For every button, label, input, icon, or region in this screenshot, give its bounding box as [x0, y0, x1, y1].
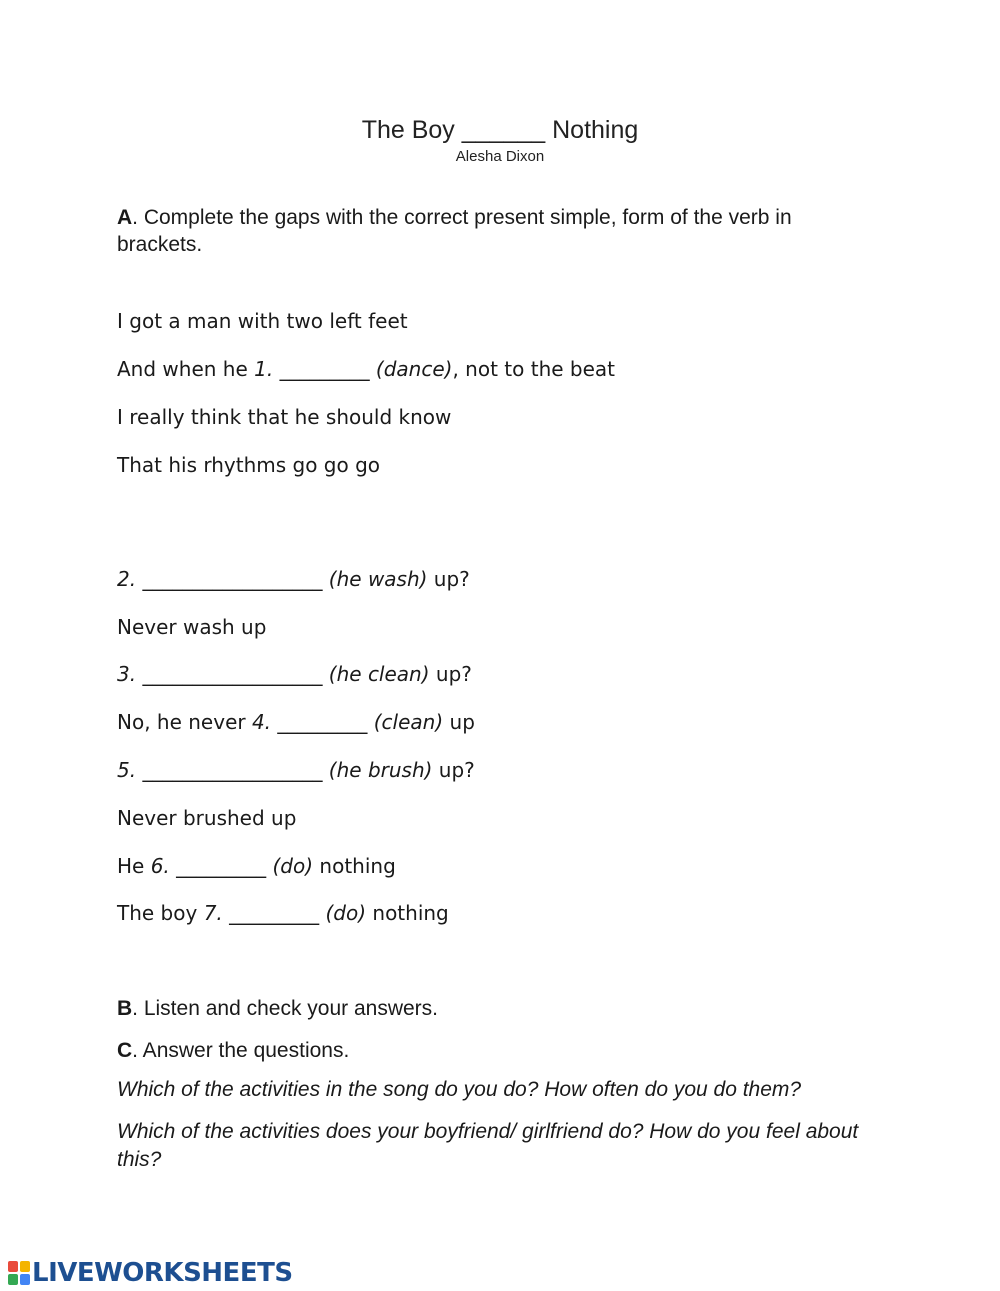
lyric-line: [117, 567, 470, 591]
lyric-text: And when he: [117, 357, 255, 381]
question-2: Which of the activities does your boyfriend/ girlfriend do? How do you feel about this?: [117, 1120, 859, 1171]
verb-hint: brush): [367, 758, 433, 782]
section-b-instruction: [117, 995, 877, 1022]
lyric-line: [117, 662, 472, 686]
lyric-text: , not to the beat: [452, 357, 616, 381]
verb-hint: wash): [367, 567, 428, 591]
gap-3: 3. __________________ (he: [117, 662, 368, 686]
section-c-instruction: [117, 1037, 877, 1064]
section-c-letter: C: [117, 1039, 133, 1062]
lyric-line: [117, 854, 396, 878]
lyric-line: I really think that he should know: [117, 405, 452, 429]
section-c-text: . Answer the questions.: [132, 1039, 350, 1062]
page-subtitle: Alesha Dixon: [455, 148, 545, 165]
question-1: Which of the activities in the song do you do? How often do you do them?: [117, 1078, 802, 1101]
lyric-line: [117, 710, 475, 734]
lyric-text: The boy: [117, 901, 204, 925]
section-b-text: . Listen and check your answers.: [132, 997, 438, 1020]
lyric-text: nothing: [313, 854, 396, 878]
gap-1: 1. _________ (dance): [254, 357, 453, 381]
lyric-text: up: [443, 710, 475, 734]
lyric-line: That his rhythms go go go: [117, 453, 381, 477]
gap-4: 4. _________ (clean): [251, 710, 444, 734]
lyric-line: Never brushed up: [117, 806, 297, 830]
lyric-text: nothing: [366, 901, 449, 925]
lyric-line: [117, 758, 475, 782]
lyric-text: up?: [429, 662, 472, 686]
lyric-text: No, he never: [117, 710, 252, 734]
lyric-line: [117, 357, 615, 381]
page-title: The Boy ______ Nothing: [361, 116, 639, 144]
verb-hint: clean): [367, 662, 430, 686]
lyric-text: He: [117, 854, 151, 878]
lyric-line: I got a man with two left feet: [117, 309, 408, 333]
liveworksheets-logo: [8, 1258, 293, 1288]
logo-text: LIVEWORKSHEETS: [32, 1258, 293, 1288]
section-a-instruction: [117, 204, 877, 258]
gap-5: 5. __________________ (he: [117, 758, 368, 782]
lyric-line: Never wash up: [117, 615, 267, 639]
section-a-letter: A: [117, 206, 133, 229]
section-b-letter: B: [117, 997, 133, 1020]
lyric-text: up?: [432, 758, 475, 782]
gap-7: 7. _________ (do): [203, 901, 367, 925]
section-a-text: . Complete the gaps with the correct present simple, form of the verb in brackets.: [117, 206, 792, 256]
lyric-text: up?: [427, 567, 470, 591]
gap-2: 2. __________________ (he: [117, 567, 368, 591]
gap-6: 6. _________ (do): [150, 854, 314, 878]
lyric-line: [117, 901, 449, 925]
liveworksheets-logo-icon: [8, 1261, 30, 1285]
